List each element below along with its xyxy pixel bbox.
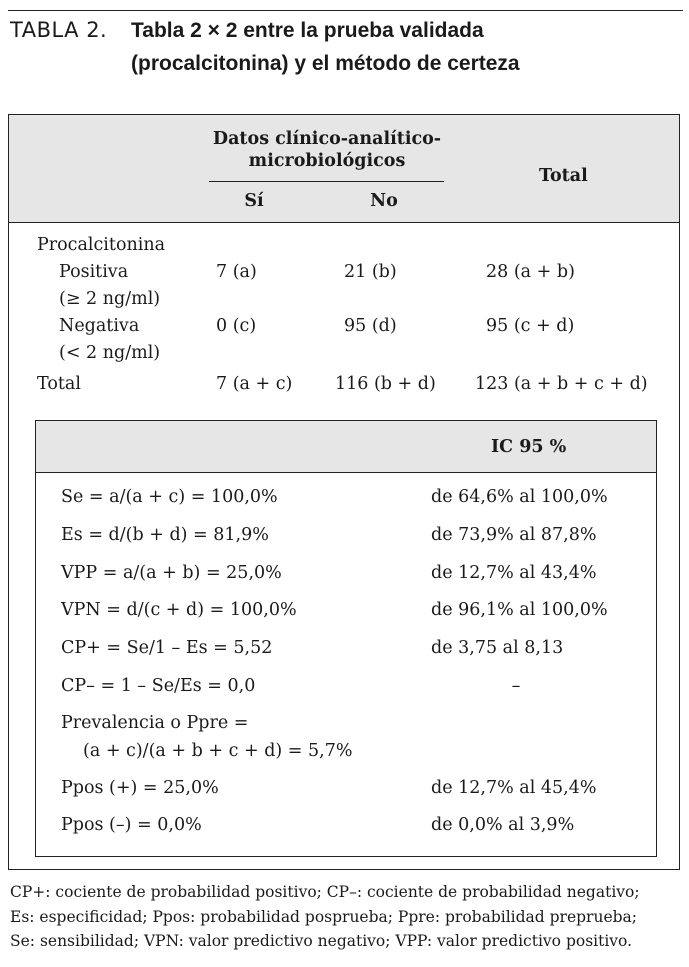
row-negativa-si: 0 (c) xyxy=(216,316,257,336)
footnote-line-3: Se: sensibilidad; VPN: valor predictivo negativo; VPP: valor predictivo positivo. xyxy=(10,932,633,950)
caption-title xyxy=(131,14,671,80)
section-label: Procalcitonina xyxy=(37,235,166,255)
row-positiva-sublabel: (≥ 2 ng/ml) xyxy=(59,289,161,309)
header-col-no: No xyxy=(370,191,398,211)
table-header xyxy=(9,115,679,223)
header-group-rule xyxy=(209,181,444,182)
ci-metric-cp-neg: CP– = 1 – Se/Es = 0,0 xyxy=(61,676,256,696)
header-group-line-1: Datos clínico-analítico- xyxy=(212,129,442,149)
caption-label: TABLA 2. xyxy=(10,18,108,42)
row-negativa-total: 95 (c + d) xyxy=(486,316,575,336)
ci-value-se: de 64,6% al 100,0% xyxy=(431,487,608,507)
ci-table-header xyxy=(36,421,656,473)
total-row-no: 116 (b + d) xyxy=(335,374,436,394)
row-positiva-label: Positiva xyxy=(59,262,129,282)
row-positiva-no: 21 (b) xyxy=(344,262,397,282)
ci-metric-vpn: VPN = d/(c + d) = 100,0% xyxy=(61,600,297,620)
ci-header-label: IC 95 % xyxy=(491,437,567,457)
caption-top-rule xyxy=(8,10,683,11)
footnote-line-1: CP+: cociente de probabilidad positivo; CP–: cociente de probabilidad negativo; xyxy=(10,883,640,901)
ci-prevalence-line-2: (a + c)/(a + b + c + d) = 5,7% xyxy=(83,741,353,761)
ci-value-vpn: de 96,1% al 100,0% xyxy=(431,600,608,620)
total-row-label: Total xyxy=(37,374,81,394)
row-negativa-sublabel: (< 2 ng/ml) xyxy=(59,343,161,363)
caption-title-line-2: (procalcitonina) y el método de certeza xyxy=(131,52,520,75)
row-negativa-label: Negativa xyxy=(59,316,140,336)
ci-value-es: de 73,9% al 87,8% xyxy=(431,525,597,545)
ci-prevalence-line-1: Prevalencia o Ppre = xyxy=(61,713,249,733)
total-row-total: 123 (a + b + c + d) xyxy=(475,374,648,394)
ci-value-cp-pos: de 3,75 al 8,13 xyxy=(431,638,564,658)
footnote-line-2: Es: especificidad; Ppos: probabilidad posprueba; Ppre: probabilidad preprueba; xyxy=(10,907,638,926)
ci-value-ppos-pos: de 12,7% al 45,4% xyxy=(431,778,597,798)
ci-metric-vpp: VPP = a/(a + b) = 25,0% xyxy=(61,563,282,583)
header-group-line-2: microbiológicos xyxy=(248,151,406,171)
ci-metric-es: Es = d/(b + d) = 81,9% xyxy=(61,525,269,545)
ci-value-vpp: de 12,7% al 43,4% xyxy=(431,563,597,583)
ci-table xyxy=(35,420,657,857)
contingency-table xyxy=(8,114,680,870)
ci-metric-se: Se = a/(a + c) = 100,0% xyxy=(61,487,278,507)
header-col-si: Sí xyxy=(244,191,264,211)
row-positiva-total: 28 (a + b) xyxy=(486,262,575,282)
total-row-si: 7 (a + c) xyxy=(216,374,293,394)
table-footnote xyxy=(10,880,682,954)
ci-value-cp-neg: – xyxy=(511,676,521,696)
header-col-total: Total xyxy=(539,166,588,186)
ci-metric-ppos-pos: Ppos (+) = 25,0% xyxy=(61,778,219,798)
caption-title-line-1: Tabla 2 × 2 entre la prueba validada xyxy=(131,19,484,42)
row-positiva-si: 7 (a) xyxy=(216,262,257,282)
ci-metric-cp-pos: CP+ = Se/1 – Es = 5,52 xyxy=(61,638,273,658)
row-negativa-no: 95 (d) xyxy=(344,316,397,336)
ci-metric-ppos-neg: Ppos (–) = 0,0% xyxy=(61,815,202,835)
ci-value-ppos-neg: de 0,0% al 3,9% xyxy=(431,815,575,835)
table-caption xyxy=(10,14,520,75)
